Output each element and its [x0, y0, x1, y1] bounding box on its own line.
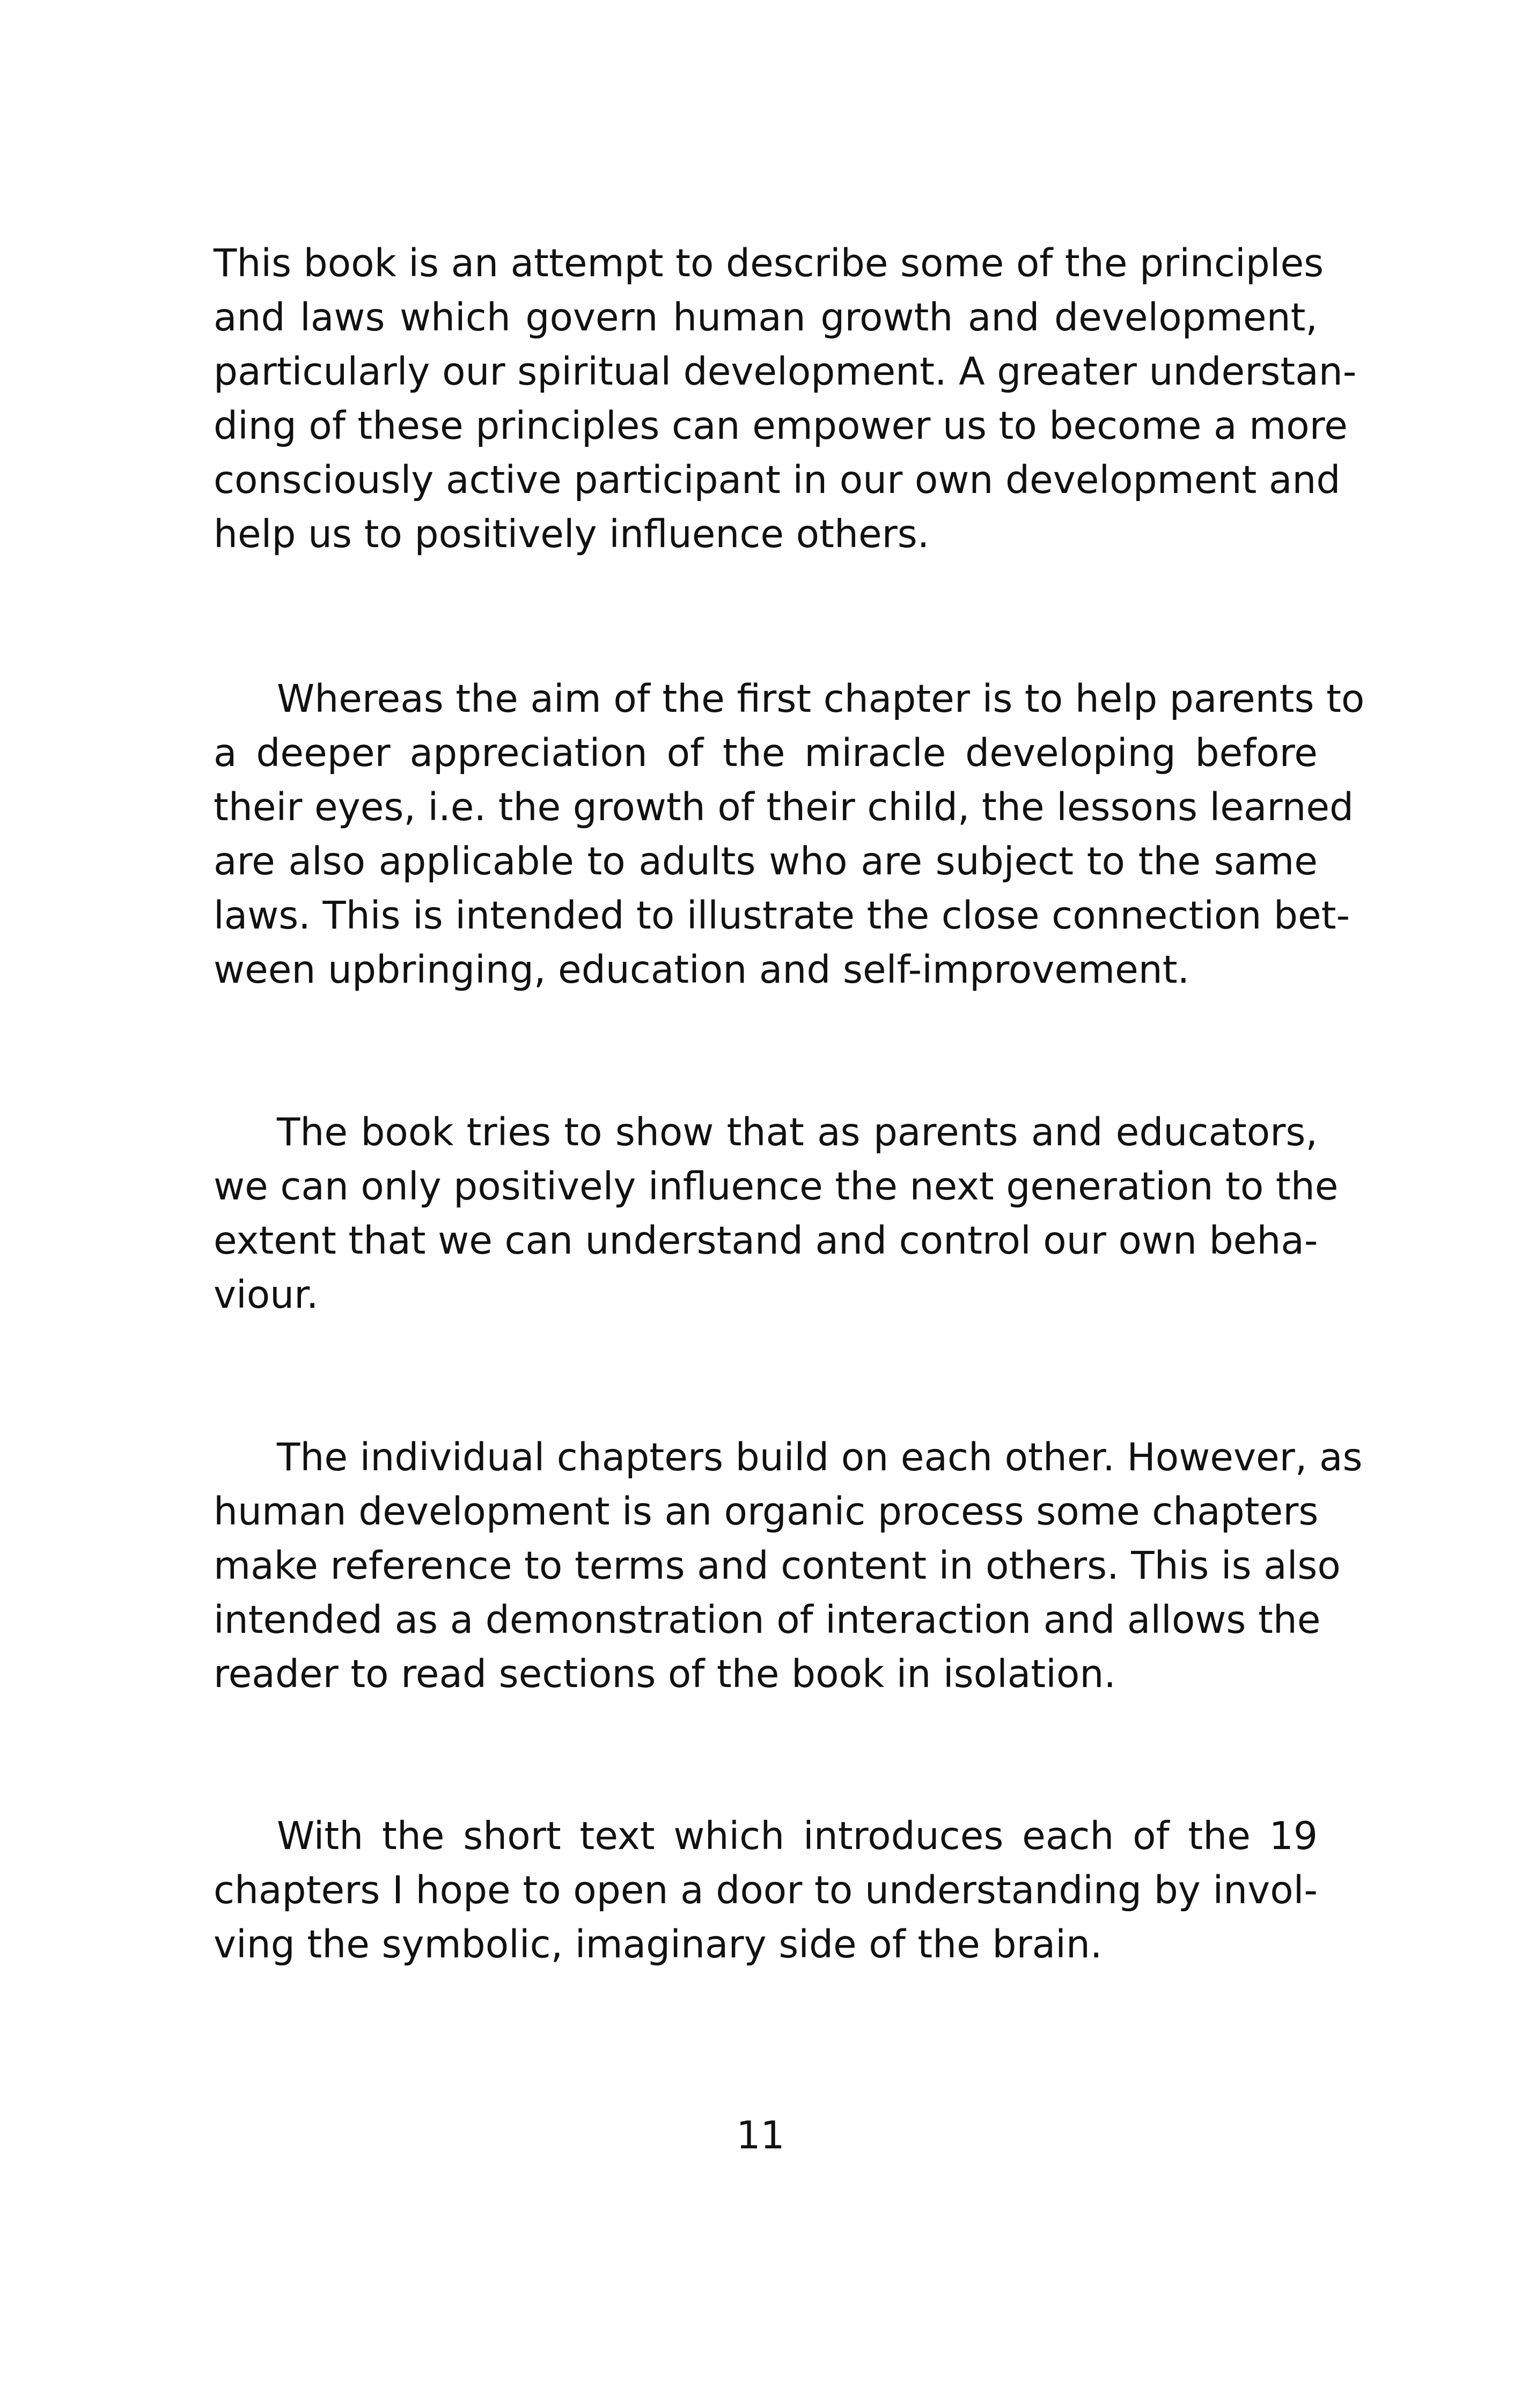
paragraph-chapters	[214, 1430, 1363, 1701]
paragraph-line: With the short text which introduces each of the 19	[277, 1814, 1318, 1858]
paragraph-short-text	[214, 1809, 1318, 1971]
paragraph-line: intended as a demonstration of interaction and allows the	[214, 1597, 1321, 1642]
paragraph-line: reader to read sections of the book in isolation.	[214, 1652, 1116, 1696]
paragraph-line: help us to positively influence others.	[214, 512, 930, 556]
paragraph-line: The individual chapters build on each other. However, as	[277, 1435, 1363, 1479]
page-number: 11	[736, 2113, 785, 2157]
paragraph-line: The book tries to show that as parents and educators,	[277, 1110, 1318, 1154]
paragraph-line: ding of these principles can empower us to become a more	[214, 403, 1348, 448]
paragraph-line: we can only positively influence the next generation to the	[214, 1164, 1339, 1209]
paragraph-line: particularly our spiritual development. A greater understan-	[214, 349, 1357, 394]
paragraph-line: extent that we can understand and control our own beha-	[214, 1218, 1318, 1263]
paragraph-line: consciously active participant in our own development and	[214, 458, 1341, 502]
paragraph-line: make reference to terms and content in others. This is also	[214, 1543, 1341, 1588]
paragraph-line: are also applicable to adults who are subject to the same	[214, 839, 1318, 883]
paragraph-line: human development is an organic process some chapters	[214, 1489, 1319, 1534]
paragraph-line: Whereas the aim of the first chapter is to help parents to	[277, 676, 1365, 721]
paragraph-parents-educators	[214, 1105, 1339, 1322]
paragraph-first-chapter	[214, 672, 1365, 997]
paragraph-line: chapters I hope to open a door to understanding by invol-	[214, 1868, 1318, 1912]
paragraph-line: This book is an attempt to describe some of the principles	[214, 241, 1324, 285]
paragraph-line: a deeper appreciation of the miracle developing before	[214, 731, 1318, 775]
paragraph-line: laws. This is intended to illustrate the close connection bet-	[214, 893, 1350, 938]
paragraph-line: and laws which govern human growth and development,	[214, 295, 1318, 340]
paragraph-intro	[214, 236, 1357, 561]
paragraph-line: ween upbringing, education and self-improvement.	[214, 947, 1190, 992]
paragraph-line: ving the symbolic, imaginary side of the brain.	[214, 1922, 1103, 1967]
paragraph-line: viour.	[214, 1272, 319, 1317]
paragraph-line: their eyes, i.e. the growth of their child, the lessons learned	[214, 785, 1354, 829]
